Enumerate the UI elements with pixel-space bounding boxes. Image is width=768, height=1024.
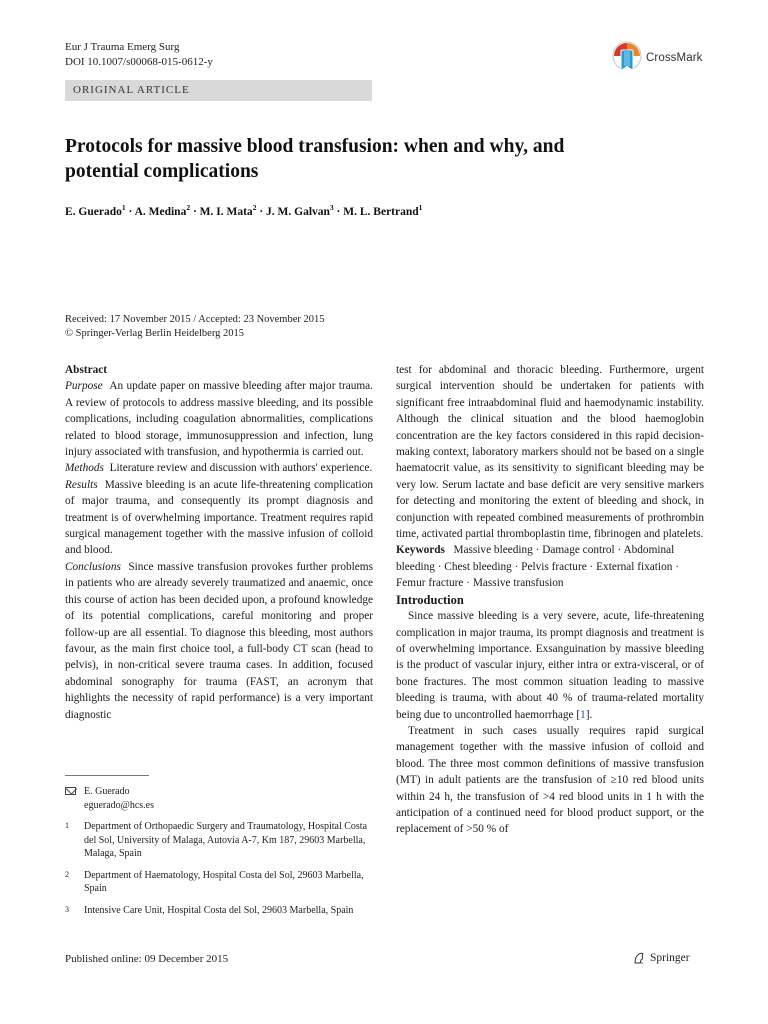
affiliation-item	[65, 820, 373, 861]
intro-text-1: Since massive bleeding is a very severe, acute, life-threatening complication in major trauma, its prompt diagnosis and treatment is of overwhelming importance. Exsanguination by massive bleeding is the product of vascular injury, either intra or extra-visceral, or of bone fractures. The most common situation leading to massive bleeding is trauma, with about 40 % of trauma-related mortality being due to uncontrolled haemorrhage [	[396, 610, 704, 721]
keywords-block	[396, 542, 704, 591]
conclusions-label: Conclusions	[65, 560, 121, 573]
published-online: Published online: 09 December 2015	[65, 953, 229, 965]
correspondence-name: E. Guerado	[84, 786, 130, 797]
publication-dates	[65, 313, 325, 340]
publisher-name: Springer	[650, 952, 690, 964]
affiliation-number: 3	[65, 904, 69, 914]
copyright-line: © Springer-Verlag Berlin Heidelberg 2015	[65, 327, 245, 339]
affiliation-item	[65, 869, 373, 896]
article-title: Protocols for massive blood transfusion: when and why, and potential complications	[65, 136, 565, 182]
results-text: Massive bleeding is an acute life-threatening complication of major trauma, and consequently its prompt diagnosis and treatment is of overwhelming importance. Treatment requires rapid surgical management together with the massive infusion of colloid and blood.	[65, 478, 373, 557]
abstract-heading: Abstract	[65, 364, 108, 376]
affiliation-number: 1	[65, 821, 69, 830]
affiliation-text: Department of Orthopaedic Surgery and Traumatology, Hospital Costa del Sol, University of Malaga, Autovía A-7, Km 187, 29603 Marbella, Malaga, Spain	[84, 821, 368, 859]
correspondence-email[interactable]: eguerado@hcs.es	[84, 799, 155, 811]
author-affiliation-mark: 2	[186, 203, 191, 212]
introduction-paragraph-1	[396, 608, 704, 723]
affiliation-number: 2	[65, 869, 69, 879]
author-name: E. Guerado	[65, 205, 122, 218]
abstract-column	[65, 362, 373, 723]
envelope-icon	[65, 787, 76, 795]
journal-header	[65, 40, 213, 70]
results-label: Results	[65, 478, 98, 491]
crossmark-badge[interactable]	[611, 39, 711, 77]
right-column	[396, 362, 704, 838]
author-name: A. Medina	[134, 205, 187, 218]
footnote-divider	[65, 775, 149, 776]
introduction-paragraph-2: Treatment in such cases usually requires rapid surgical management together with the massive infusion of colloid and blood. The three most common definitions of massive transfusion (MT) in adult patients are the transfusion of ≥10 red blood units within 24 h, the transfusion of >4 red blood units in 1 h with the anticipation of a continued need for blood product support, or the replacement of >50 % of	[396, 724, 704, 836]
crossmark-label: CrossMark	[646, 52, 703, 64]
abstract-purpose	[65, 378, 373, 460]
methods-text: Literature review and discussion with authors' experience.	[109, 462, 373, 475]
introduction-heading: Introduction	[396, 592, 464, 607]
affiliation-item	[65, 904, 373, 918]
author-list	[65, 203, 422, 218]
author-affiliation-mark: 3	[329, 203, 334, 212]
author-separator: ·	[333, 205, 344, 218]
intro-text-1-end: ].	[585, 708, 593, 721]
abstract-conclusions-continued: test for abdominal and thoracic bleeding. Furthermore, urgent surgical intervention should be undertaken for patients with significant free intraabdominal fluid and haemodynamic instability. Although the clinical situation and the blood haemoglobin concentration are the key factors considered in this rapid decision-making context, laboratory markers should not be based on a single haematocrit value, as its sensitivity to significant bleeding may be very low. Serum lactate and base deficit are very sensitive markers for detecting and monitoring the extent of bleeding and shock, in conjunction with repeated combined measurements of prothrombin time, activated partial thromboplastin time, fibrinogen and platelets.	[396, 364, 704, 541]
conclusions-text: Since massive transfusion provokes further problems in patients who are already severely traumatized and anaemic, once this course of action has been decided upon, a profound knowledge of its potential complications, careful monitoring and proper follow-up are all essential. To diagnose this bleeding, most authors favour, as the main first choice tool, a full-body CT scan (head to pelvis), in non-critical severe trauma cases. In addition, focused abdominal sonography for trauma (FAST, an acronym that highlights the necessity of rapid performance) is a very important diagnostic	[65, 560, 373, 721]
author-name: J. M. Galvan	[266, 205, 330, 218]
received-accepted-dates: Received: 17 November 2015 / Accepted: 23 November 2015	[65, 314, 325, 325]
springer-horse-icon	[632, 951, 646, 965]
author-separator: ·	[190, 205, 200, 218]
author-name: M. L. Bertrand	[343, 205, 419, 218]
author-affiliation-mark: 1	[418, 203, 423, 212]
publisher-logo	[632, 951, 690, 965]
article-type-banner: ORIGINAL ARTICLE	[65, 80, 372, 101]
keywords-text: Massive bleeding · Damage control · Abdominal bleeding · Chest bleeding · Pelvis fracture · External fixation · Femur fracture · Massive transfusion	[396, 544, 679, 590]
purpose-label: Purpose	[65, 380, 103, 393]
affiliation-text: Intensive Care Unit, Hospital Costa del Sol, 29603 Marbella, Spain	[84, 904, 354, 916]
abstract-conclusions	[65, 559, 373, 723]
reference-link-1[interactable]: 1	[580, 708, 586, 721]
affiliation-list	[65, 820, 373, 917]
purpose-text: An update paper on massive bleeding after major trauma. A review of protocols to address massive bleeding, and its possible complications, including coagulation abnormalities, complications related to blood storage, immunosuppression and infection, lung injury associated with transfusion, and hypothermia is carried out.	[65, 380, 373, 459]
crossmark-icon	[611, 40, 643, 76]
author-affiliation-mark: 2	[252, 203, 257, 212]
keywords-label: Keywords	[396, 544, 445, 557]
author-separator: ·	[256, 205, 267, 218]
journal-name: Eur J Trauma Emerg Surg	[65, 41, 180, 53]
author-affiliation-mark: 1	[121, 203, 126, 212]
author-name: M. I. Mata	[199, 205, 253, 218]
abstract-methods	[65, 460, 373, 476]
abstract-results	[65, 477, 373, 559]
correspondence-note	[65, 785, 373, 812]
methods-label: Methods	[65, 462, 104, 475]
doi-text[interactable]: DOI 10.1007/s00068-015-0612-y	[65, 56, 213, 68]
affiliation-text: Department of Haematology, Hospital Costa del Sol, 29603 Marbella, Spain	[84, 869, 364, 894]
footnotes	[65, 785, 373, 925]
author-separator: ·	[125, 205, 135, 218]
